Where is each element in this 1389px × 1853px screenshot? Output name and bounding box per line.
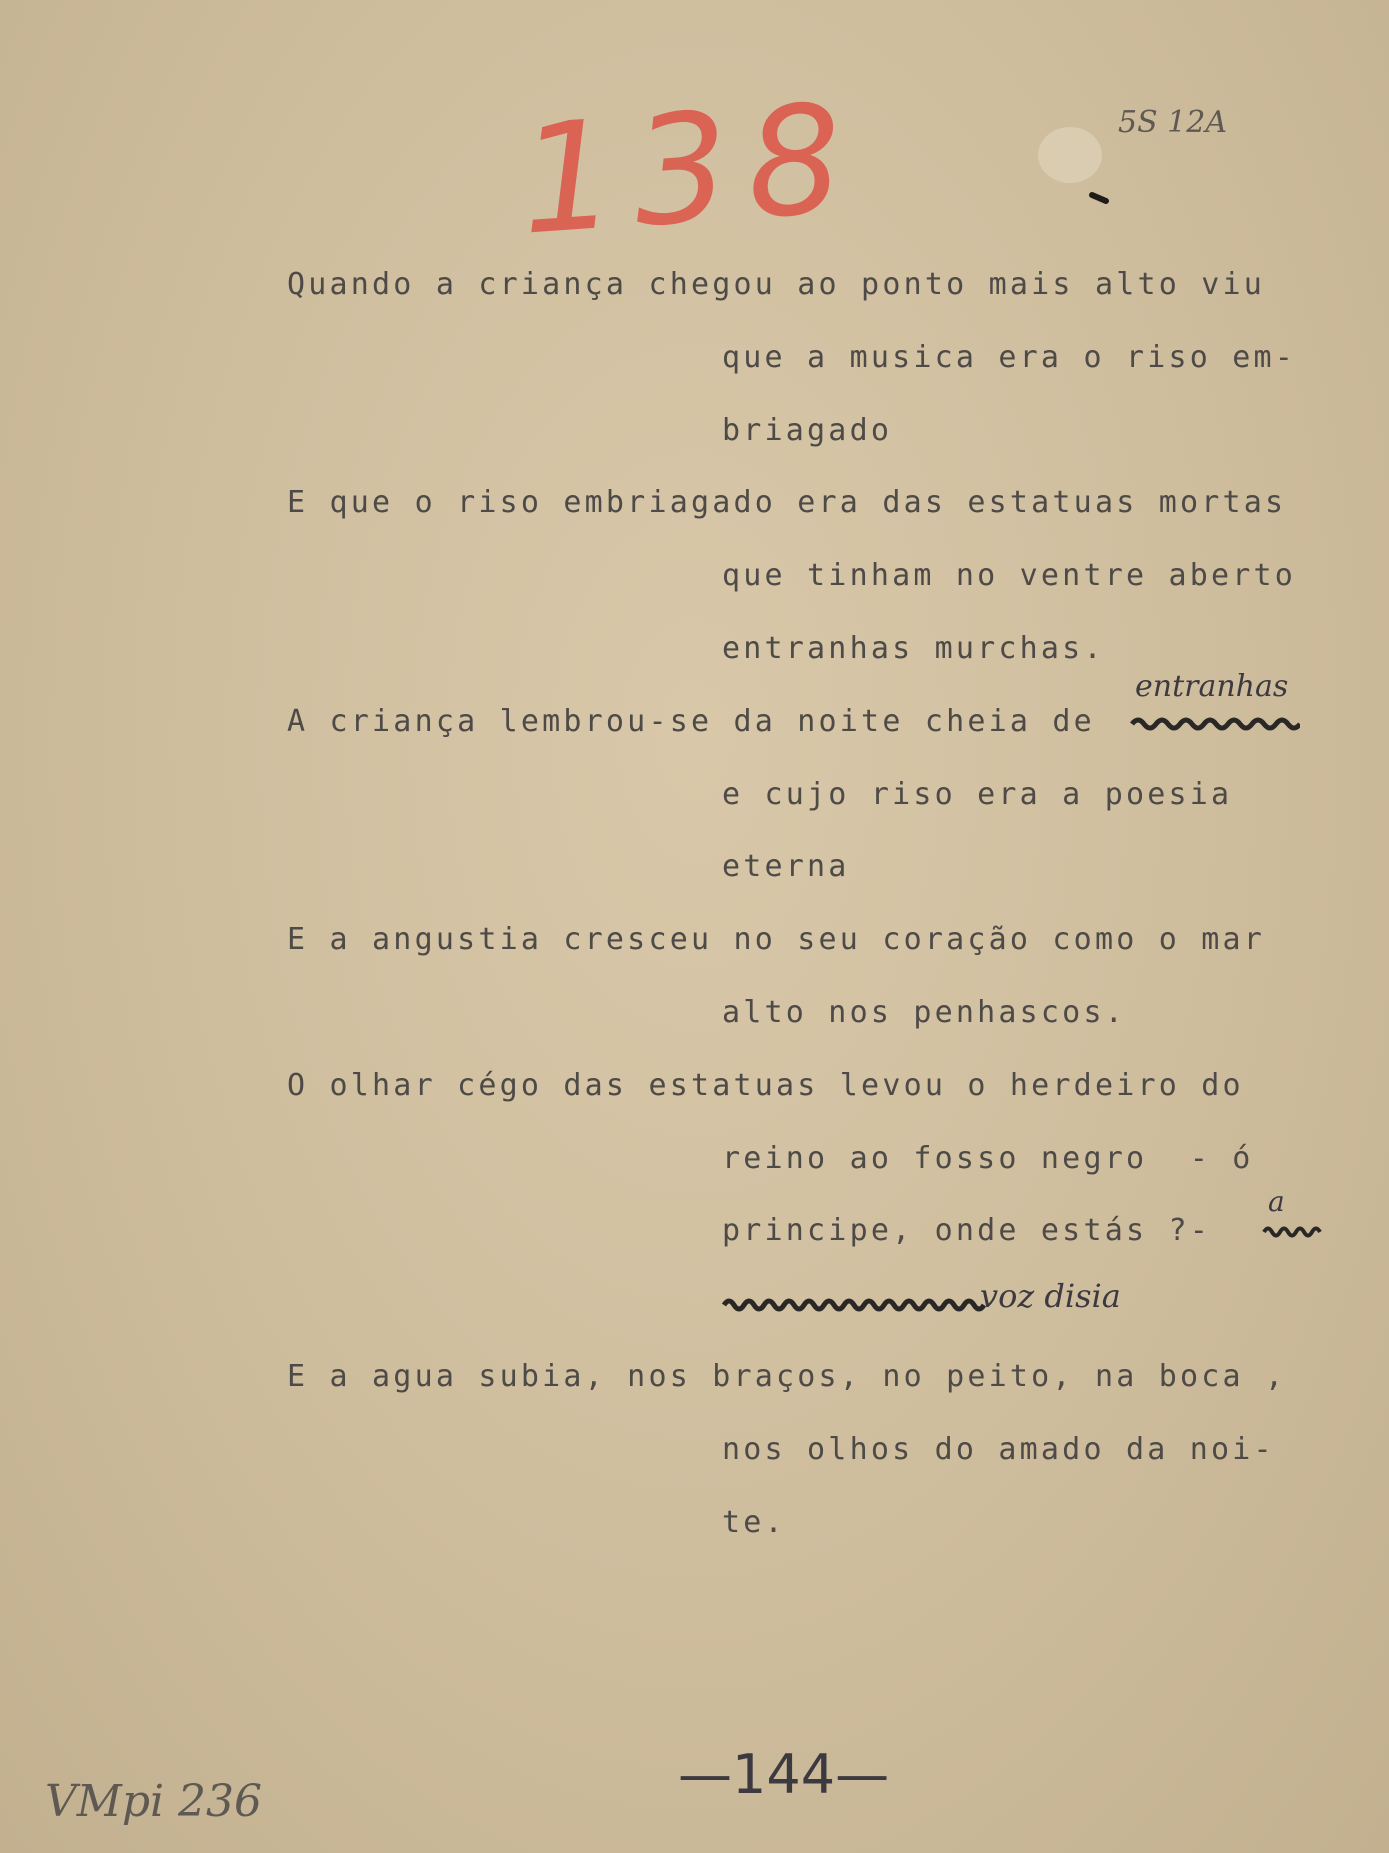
poem-line-1: Quando a criança chegou ao ponto mais alto viu	[287, 267, 1266, 302]
paper-stain	[1030, 110, 1120, 220]
inserted-letter-a: a	[1268, 1185, 1285, 1218]
bottom-page-number: —144—	[678, 1743, 890, 1806]
poem-line-6: entranhas murchas.	[722, 631, 1105, 666]
poem-line-17: te.	[722, 1505, 786, 1540]
poem-line-4: E que o riso embriagado era das estatuas mortas	[287, 485, 1287, 520]
strikethrough-scribble-2	[1262, 1222, 1326, 1242]
poem-line-16: nos olhos do amado da noi-	[722, 1432, 1275, 1467]
strikethrough-scribble	[1130, 712, 1300, 736]
poem-line-7: A criança lembrou-se da noite cheia de	[287, 704, 1095, 739]
poem-line-5: que tinham no ventre aberto	[722, 558, 1297, 593]
catalog-mark: 5S 12A	[1118, 105, 1228, 140]
poem-line-10: E a angustia cresceu no seu coração como o mar	[287, 922, 1266, 957]
poem-line-9: eterna	[722, 849, 850, 884]
poem-line-2: que a musica era o riso em-	[722, 340, 1297, 375]
poem-line-15: E a agua subia, nos braços, no peito, na boca ,	[287, 1359, 1287, 1394]
poem-line-3: briagado	[722, 413, 893, 448]
red-page-number: 138	[514, 71, 866, 269]
archive-code: VMpi 236	[45, 1776, 263, 1827]
poem-line-8: e cujo riso era a poesia	[722, 777, 1233, 812]
inserted-word-entranhas: entranhas	[1135, 669, 1289, 704]
poem-line-12: O olhar cégo das estatuas levou o herdeiro do	[287, 1068, 1244, 1103]
inserted-phrase: voz disia	[980, 1277, 1121, 1315]
poem-line-13: reino ao fosso negro - ó	[722, 1141, 1254, 1176]
poem-line-14: principe, onde estás ?-	[722, 1213, 1212, 1248]
poem-line-11: alto nos penhascos.	[722, 995, 1126, 1030]
strikethrough-scribble-3	[722, 1294, 992, 1316]
